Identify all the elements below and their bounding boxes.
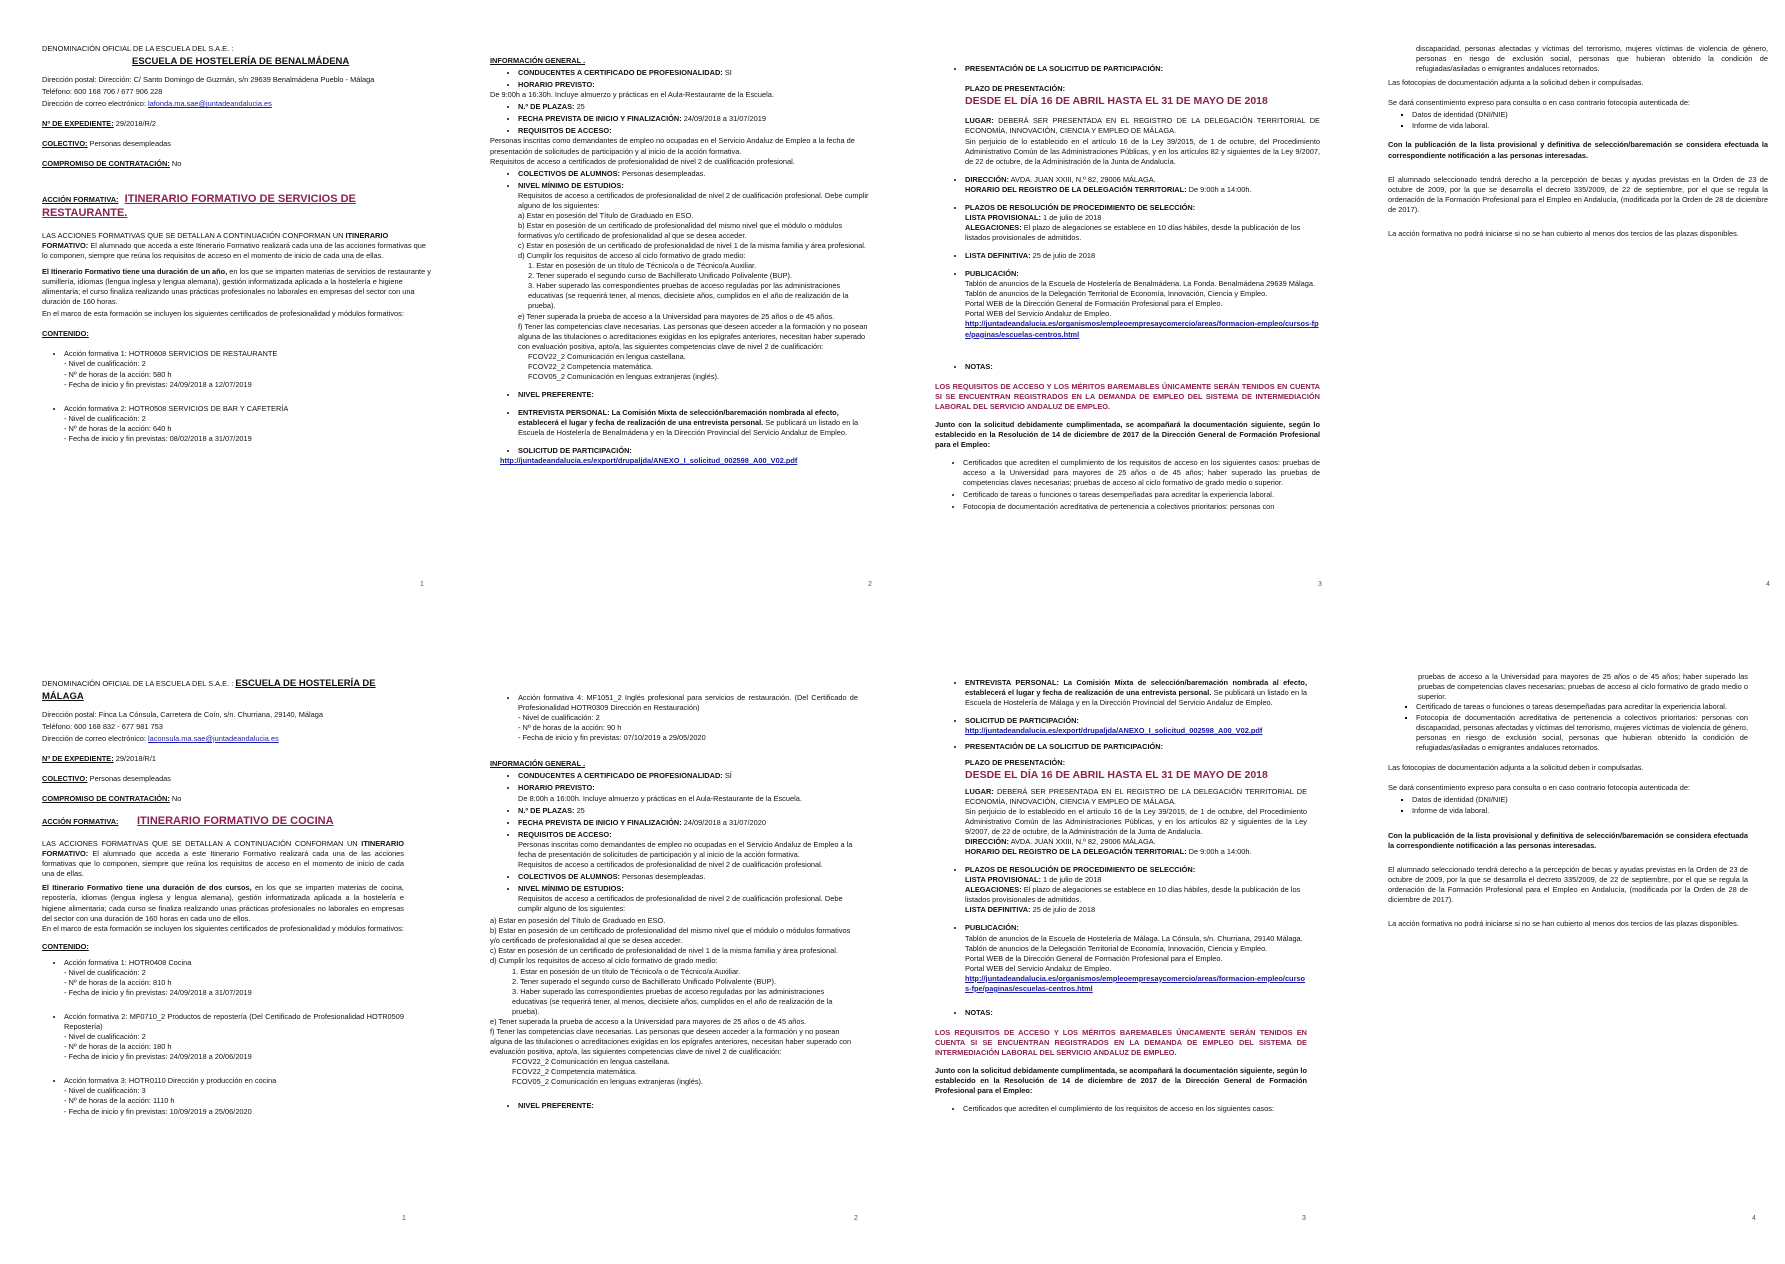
nivel-c: c) Estar en posesión de un certificado de profesionalidad de nivel 1 de la misma familia y área profesional. [518, 241, 866, 251]
nivel-c: c) Estar en posesión de un certificado de profesionalidad de nivel 1 de la misma familia y área profesional. [490, 946, 838, 956]
publicacion-4: Portal WEB del Servicio Andaluz de Empleo. [965, 963, 1112, 973]
expediente-label: Nº DE EXPEDIENTE: [42, 754, 114, 763]
accion-item-fecha: - Fecha de inicio y fin previstas: 24/09/2018 a 31/07/2019 [64, 987, 252, 997]
notas-label: NOTAS: [965, 361, 993, 371]
intro-text-2: El alumnado que acceda a este Itinerario Formativo realizará cada una de las acciones formativas que lo componen, siempre que reúna los requisitos de acceso en el momento de inicio de cada una de ellas. [42, 849, 404, 879]
page-number: 4 [1752, 1215, 1756, 1222]
publicacion-label: PUBLICACIÓN: [965, 269, 1019, 279]
nivel-d1: 1. Estar en posesión de un título de Técnico/a o de Técnico/a Auxiliar. [528, 261, 757, 271]
documento-item: • Certificados que acrediten el cumplimiento de los requisitos de acceso en los siguientes casos: pruebas de acceso a la Universidad para mayores de 25 años o de 45 años; haber superado las pruebas de competencias claves necesarias; pruebas de acceso al ciclo formativo de grado medio o superior. [963, 458, 1320, 488]
accion-label: ACCIÓN FORMATIVA: [42, 817, 119, 827]
plazos-label: PLAZOS DE RESOLUCIÓN DE PROCEDIMIENTO DE SELECCIÓN: [965, 202, 1196, 212]
accion-title: ITINERARIO FORMATIVO DE COCINA [136, 815, 334, 828]
requisitos-label: REQUISITOS DE ACCESO: [518, 126, 612, 136]
entrevista-text: Se publicará un listado en la Escuela de Hostelería de Benalmádena y en la Dirección Provincial del Servicio Andaluz de Empleo. [518, 418, 859, 438]
plazos-label: PLAZOS DE RESOLUCIÓN DE PROCEDIMIENTO DE SELECCIÓN: [965, 865, 1196, 875]
page-5 [42, 678, 404, 1119]
expediente-value: 29/2018/R/1 [115, 754, 157, 763]
email-label: Dirección de correo electrónico: [42, 99, 146, 109]
lugar-label: LUGAR: [965, 786, 994, 796]
nivel-f: f) Tener las competencias clave necesarias. Las personas que deseen acceder a la formación y no posean alguna de las titulaciones o acreditaciones exigidas en los epígrafes anteriores, necesitan haber superado con evaluación positiva, apto/a, las siguientes competencias clave de nivel 2 de cualificación: [518, 321, 868, 351]
continuacion-text: discapacidad, personas afectadas y víctimas del terrorismo, mujeres víctimas de violencia de género, personas en riesgo de exclusión social, personas que hubieran obtenido la condición de refugiadas/asiladas o emigrantes andaluces retornados. [1416, 44, 1768, 74]
compromiso-value: No [171, 794, 182, 804]
accion-item-horas: - Nº de horas de la acción: 640 h [64, 423, 172, 433]
provisional-value: 1 de julio de 2018 [1043, 212, 1102, 222]
presentacion-label: PRESENTACIÓN DE LA SOLICITUD DE PARTICIPACIÓN: [965, 742, 1164, 752]
intro-text-2: El alumnado que acceda a este Itinerario Formativo realizará cada una de las acciones formativas que lo componen, siempre que reúna los requisitos de acceso en el momento de inicio de cada una de ellas. [42, 240, 426, 260]
definitiva-label: LISTA DEFINITIVA: [965, 251, 1031, 261]
colectivo-value: Personas desempleadas [89, 774, 171, 784]
accion-item-nivel: - Nivel de cualificación: 2 [64, 967, 146, 977]
colectivos-label: COLECTIVOS DE ALUMNOS: [518, 168, 620, 178]
publicacion-3: Portal WEB de la Dirección General de Formación Profesional para el Empleo. [965, 953, 1223, 963]
page-2 [490, 56, 875, 468]
publicacion-notice: Con la publicación de la lista provisional y definitiva de selección/baremación se considera efectuada la correspondiente notificación a las personas interesadas. [1388, 140, 1768, 160]
nivel-d3: 3. Haber superado las correspondientes pruebas de acceso reguladas por las administraciones educativas (se requerirá tener, al menos, diecisiete años, cumplidos en el año de realización de la prueba). [512, 986, 833, 1016]
nivel-d2: 2. Tener superado el segundo curso de Bachillerato Unificado Polivalente (BUP). [512, 976, 777, 986]
nivel-a: a) Estar en posesión del Título de Graduado en ESO. [490, 916, 666, 926]
nivel-d2: 2. Tener superado el segundo curso de Bachillerato Unificado Polivalente (BUP). [528, 271, 793, 281]
conducentes-value: SÍ [724, 771, 732, 781]
alegaciones-label: ALEGACIONES: [965, 885, 1022, 895]
continuacion-text: pruebas de acceso a la Universidad para mayores de 25 años o de 45 años; haber superado las pruebas de competencias claves necesarias; pruebas de acceso al ciclo formativo de grado medio o superior. [1418, 672, 1748, 702]
compromiso-value: No [171, 159, 182, 169]
nivel-d: d) Cumplir los requisitos de acceso al ciclo formativo de grado medio: [490, 956, 718, 966]
page-7 [935, 678, 1307, 1116]
info-general-label: INFORMACIÓN GENERAL . [490, 56, 586, 65]
accion-item [64, 349, 432, 389]
fotocopias-text: Las fotocopias de documentación adjunta a la solicitud deben ir compulsadas. [1388, 762, 1644, 772]
notas-text: LOS REQUISITOS DE ACCESO Y LOS MÉRITOS BAREMABLES ÚNICAMENTE SERÁN TENIDOS EN CUENTA SI SE ENCUENTRAN REGISTRADOS EN LA DEMANDA DE EMPLEO DEL SISTEMA DE INTERMEDIACIÓN LABORAL DEL SERVICIO ANDALUZ DE EMPLEO. [935, 381, 1320, 411]
documento-item: • Certificados que acrediten el cumplimiento de los requisitos de acceso en los siguientes casos: [963, 1104, 1307, 1114]
definitiva-value: 25 de julio de 2018 [1032, 905, 1096, 915]
horario-registro-label: HORARIO DEL REGISTRO DE LA DELEGACIÓN TERRITORIAL: [965, 847, 1187, 857]
marco-text: En el marco de esta formación se incluyen los siguientes certificados de profesionalidad y módulos formativos: [42, 309, 404, 319]
intro-bold: ITINERARIO FORMATIVO: [42, 839, 404, 859]
consentimiento-text: Se dará consentimiento expreso para consulta o en caso contrario fotocopia autenticada de: [1388, 98, 1690, 108]
requisitos-text: Personas inscritas como demandantes de empleo no ocupadas en el Servicio Andaluz de Empleo a la fecha de presentación de solicitudes de participación y al inicio de la acción formativa. [518, 839, 853, 859]
accion-item-title: • Acción formativa 3: HOTR0110 Dirección y producción en cocina [64, 1076, 277, 1086]
duracion-bold: El Itinerario Formativo tiene una duración de dos cursos, [42, 883, 252, 893]
provisional-label: LISTA PROVISIONAL: [965, 212, 1041, 222]
requisitos-text-2: Requisitos de acceso a certificados de profesionalidad de nivel 2 de cualificación profesional. [490, 156, 795, 166]
entrevista-text: Se publicará un listado en la Escuela de Hostelería de Málaga y en la Dirección Provincial del Servicio Andaluz de Empleo. [965, 688, 1307, 708]
accion-item-title: • Acción formativa 1: HOTR0408 Cocina [64, 957, 192, 967]
compromiso-label: COMPROMISO DE CONTRATACIÓN: [42, 159, 170, 169]
lugar-label: LUGAR: [965, 116, 994, 126]
fecha-value: 24/09/2018 a 31/07/2020 [683, 817, 766, 827]
plazo-label: PLAZO DE PRESENTACIÓN: [965, 758, 1066, 768]
page-number: 2 [854, 1215, 858, 1222]
colectivos-value: Personas desempleadas. [622, 168, 706, 178]
publicacion-2: Tablón de anuncios de la Delegación Territorial de Economía, Innovación, Ciencia y Empleo. [965, 289, 1268, 299]
provisional-value: 1 de julio de 2018 [1043, 875, 1102, 885]
entrevista-bold: ENTREVISTA PERSONAL: La Comisión Mixta de selección/baremación nombrada al efecto, establecerá el lugar y fecha de realización de una entrevista personal. [965, 678, 1307, 698]
school-name: ESCUELA DE HOSTELERÍA DE MÁLAGA [42, 678, 376, 702]
perjuicio-text: Sin perjuicio de lo establecido en el artículo 16 de la Ley 39/2015, de 1 de octubre, del Procedimiento Administrativo Común de las Administraciones Públicas, y en los artículos 82 y siguientes de la Ley 9/2007, de 22 de octubre, de la Administración de la Junta de Andalucía. [965, 136, 1320, 166]
nivel-b: b) Estar en posesión de un certificado de profesionalidad del mismo nivel que el módulo o módulos formativos y/o certificado de profesionalidad al que se desea acceder. [490, 926, 851, 946]
plazo-label: PLAZO DE PRESENTACIÓN: [965, 84, 1066, 94]
junto-text: Junto con la solicitud debidamente cumplimentada, se acompañará la documentación siguiente, según lo establecido en la Resolución de 14 de diciembre de 2017 de la Dirección General de Formación Profesional para el Empleo: [935, 419, 1320, 449]
page-4 [1388, 44, 1768, 241]
page-number: 3 [1318, 581, 1322, 588]
fecha-label: FECHA PREVISTA DE INICIO Y FINALIZACIÓN: [518, 114, 682, 124]
info-general-label: INFORMACIÓN GENERAL . [490, 759, 586, 769]
accion-item-title: • Acción formativa 2: MF0710_2 Productos de repostería (Del Certificado de Profesionalidad HOTR0509 Repostería) [64, 1012, 404, 1032]
conducentes-value: SI [724, 68, 732, 78]
accion-item-horas: - Nº de horas de la acción: 1110 h [64, 1096, 175, 1106]
fecha-label: FECHA PREVISTA DE INICIO Y FINALIZACIÓN: [518, 817, 682, 827]
fotocopias-text: Las fotocopias de documentación adjunta a la solicitud deben ir compulsadas. [1388, 78, 1644, 88]
page-number: 1 [402, 1215, 406, 1222]
definitiva-value: 25 de julio de 2018 [1032, 251, 1096, 261]
junto-text: Junto con la solicitud debidamente cumplimentada, se acompañará la documentación siguiente, según lo establecido en la Resolución de 14 de diciembre de 2017 de la Dirección General de Formación Profesional para el Empleo: [935, 1066, 1307, 1096]
accion-item-nivel: - Nivel de cualificación: 2 [64, 1032, 146, 1042]
accion-item-nivel: - Nivel de cualificación: 2 [518, 713, 600, 723]
horario-registro-value: De 9:00h a 14:00h. [1188, 184, 1252, 194]
plazas-label: N.º DE PLAZAS: [518, 805, 575, 815]
solicitud-label: SOLICITUD DE PARTICIPACIÓN: [518, 446, 632, 456]
plazo-value: DESDE EL DÍA 16 DE ABRIL HASTA EL 31 DE MAYO DE 2018 [965, 95, 1268, 108]
nivel-a: a) Estar en posesión del Título de Graduado en ESO. [518, 210, 694, 220]
horario-value: De 9:00h a 16:30h. Incluye almuerzo y prácticas en el Aula-Restaurante de la Escuela. [490, 90, 774, 100]
solicitud-link[interactable]: http://juntadeandalucia.es/export/drupaljda/ANEXO_I_solicitud_002598_A00_V02.pdf [965, 726, 1263, 736]
phone: Teléfono: 600 168 832 - 677 981 753 [42, 721, 163, 731]
page-number: 2 [868, 581, 872, 588]
accion-item-fecha: - Fecha de inicio y fin previstas: 24/09/2018 a 12/07/2019 [64, 379, 252, 389]
phone: Teléfono: 600 168 706 / 677 906 228 [42, 87, 163, 97]
becas-text: El alumnado seleccionado tendrá derecho a la percepción de becas y ayudas previstas en la Orden de 23 de octubre de 2009, por la que se desarrolla el decreto 335/2009, de 22 de septiembre, por el que se regula la ordenación de la Formación Profesional para el Empleo en Andalucía, (modificada por la Orden de 28 de diciembre de 2017). [1388, 174, 1768, 214]
publicacion-4: Portal WEB del Servicio Andaluz de Empleo. [965, 309, 1112, 319]
nivel-b: b) Estar en posesión de un certificado de profesionalidad del mismo nivel que el módulo o módulos formativos y/o certificado de profesionalidad al que se desea acceder. [518, 220, 843, 240]
accion-item [64, 1076, 404, 1116]
consentimiento-text: Se dará consentimiento expreso para consulta o en caso contrario fotocopia autenticada de: [1388, 782, 1690, 792]
notas-text: LOS REQUISITOS DE ACCESO Y LOS MÉRITOS BAREMABLES ÚNICAMENTE SERÁN TENIDOS EN CUENTA SI SE ENCUENTRAN REGISTRADOS EN LA DEMANDA DE EMPLEO DEL SISTEMA DE INTERMEDIACIÓN LABORAL DEL SERVICIO ANDALUZ DE EMPLEO. [935, 1027, 1307, 1058]
competencia-3: FCOV05_2 Comunicación en lenguas extranjeras (inglés). [528, 371, 720, 381]
nivel-d1: 1. Estar en posesión de un título de Técnico/a o de Técnico/a Auxiliar. [512, 966, 741, 976]
publicacion-2: Tablón de anuncios de la Delegación Territorial de Economía, Innovación, Ciencia y Empleo. [965, 943, 1268, 953]
horario-registro-value: De 9:00h a 14:00h. [1188, 847, 1252, 857]
nivel-label: NIVEL MÍNIMO DE ESTUDIOS: [518, 180, 624, 190]
horario-value: De 8:00h a 16:00h. Incluye almuerzo y prácticas en el Aula-Restaurante de la Escuela. [518, 793, 802, 803]
denominacion-label: DENOMINACIÓN OFICIAL DE LA ESCUELA DEL S.A.E. : [42, 44, 234, 53]
colectivo-label: COLECTIVO: [42, 139, 88, 149]
denominacion-label: DENOMINACIÓN OFICIAL DE LA ESCUELA DEL S.A.E. : [42, 679, 234, 688]
fecha-value: 24/09/2018 a 31/07/2019 [683, 114, 766, 124]
expediente-value: 29/2018/R/2 [115, 119, 157, 129]
alegaciones-value: El plazo de alegaciones se establece en 10 días hábiles, desde la publicación de los listados provisionales de admitidos. [965, 885, 1301, 905]
direccion-label: DIRECCIÓN: [965, 174, 1009, 184]
publicacion-link[interactable]: http://juntadeandalucia.es/organismos/empleoempresaycomercio/areas/formacion-empleo/cursos-fpe/paginas/escuelas-centros.html [965, 319, 1319, 339]
nivel-e: e) Tener superada la prueba de acceso a la Universidad para mayores de 25 años o de 45 años. [490, 1016, 807, 1026]
postal-address: Dirección postal: Dirección: C/ Santo Domingo de Guzmán, s/n 29639 Benalmádena Pueblo - Málaga [42, 74, 375, 84]
colectivo-value: Personas desempleadas [89, 139, 171, 149]
publicacion-link[interactable]: http://juntadeandalucia.es/organismos/empleoempresaycomercio/areas/formacion-empleo/cursos-fpe/paginas/escuelas-centros.html [965, 973, 1306, 993]
publicacion-1: Tablón de anuncios de la Escuela de Hostelería de Málaga. La Cónsula, s/n. Churriana, 29140 Málaga. [965, 933, 1303, 943]
publicacion-label: PUBLICACIÓN: [965, 923, 1019, 933]
provisional-label: LISTA PROVISIONAL: [965, 875, 1041, 885]
dni-item: ▪ Datos de identidad (DNI/NIE) [1412, 795, 1748, 805]
nivel-e: e) Tener superada la prueba de acceso a la Universidad para mayores de 25 años o de 45 años. [518, 311, 835, 321]
horario-label: HORARIO PREVISTO: [518, 80, 595, 90]
horario-label: HORARIO PREVISTO: [518, 783, 595, 793]
accion-item-nivel: - Nivel de cualificación: 3 [64, 1086, 146, 1096]
page-number: 1 [420, 581, 424, 588]
plazas-label: N.º DE PLAZAS: [518, 102, 575, 112]
accion-title: ITINERARIO FORMATIVO DE SERVICIOS DE RESTAURANTE. [42, 193, 356, 220]
page-number: 4 [1766, 581, 1770, 588]
accion-item-title: • Acción formativa 2: HOTR0508 SERVICIOS DE BAR Y CAFETERÍA [64, 403, 289, 413]
entrevista-bold: ENTREVISTA PERSONAL: La Comisión Mixta de selección/baremación nombrada al efecto, establecerá el lugar y fecha de realización de una entrevista personal. [518, 408, 839, 428]
accion-item-nivel: - Nivel de cualificación: 2 [64, 359, 146, 369]
requisitos-label: REQUISITOS DE ACCESO: [518, 829, 612, 839]
plazas-value: 25 [576, 805, 585, 815]
email-link[interactable]: lafonda.ma.sae@juntadeandalucia.es [148, 99, 272, 109]
accion-item-horas: - Nº de horas de la acción: 180 h [64, 1042, 172, 1052]
nivel-intro: Requisitos de acceso a certificados de profesionalidad de nivel 2 de cualificación profesional. Debe cumplir alguno de los siguientes: [518, 190, 869, 210]
colectivo-label: COLECTIVO: [42, 774, 88, 784]
intro-bold: ITINERARIO FORMATIVO: [42, 230, 389, 250]
vida-laboral-item: ▪ Informe de vida laboral. [1412, 806, 1748, 816]
accion-item-fecha: - Fecha de inicio y fin previstas: 07/10/2019 a 29/05/2020 [518, 733, 706, 743]
nivel-f: f) Tener las competencias clave necesarias. Las personas que deseen acceder a la formación y no posean alguna de las titulaciones o acreditaciones exigidas en los epígrafes anteriores, necesitan haber superado con evaluación positiva, apto/a, las siguientes competencias clave de nivel 2 de cualificación: [490, 1026, 852, 1056]
duracion-text: en los que se imparten materias de cocina, repostería, idiomas (lengua inglesa y lengua alemana), gestión informatizada aplicada a la hostelería e higiene alimentaria; cada curso se finaliza realizando unas prácticas profesionales no laborales en empresas del sector con una duración de 160 horas en cada uno de ellos. [42, 883, 404, 923]
email-link[interactable]: laconsula.ma.sae@juntadeandalucia.es [148, 733, 279, 743]
requisitos-text: Personas inscritas como demandantes de empleo no ocupadas en el Servicio Andaluz de Empleo a la fecha de presentación de solicitudes de participación y al inicio de la acción formativa. [490, 136, 855, 156]
publicacion-3: Portal WEB de la Dirección General de Formación Profesional para el Empleo. [965, 299, 1223, 309]
solicitud-label: SOLICITUD DE PARTICIPACIÓN: [965, 716, 1079, 726]
intro-text: LAS ACCIONES FORMATIVAS QUE SE DETALLAN A CONTINUACIÓN CONFORMAN UN [42, 839, 358, 849]
accion-item-horas: - Nº de horas de la acción: 810 h [64, 977, 172, 987]
documento-item: ▪ Certificado de tareas o funciones o tareas desempeñadas para acreditar la experiencia laboral. [1416, 702, 1748, 712]
publicacion-1: Tablón de anuncios de la Escuela de Hostelería de Benalmádena. La Fonda. Benalmádena 29639 Málaga. [965, 279, 1316, 289]
competencia-3: FCOV05_2 Comunicación en lenguas extranjeras (inglés). [512, 1077, 704, 1087]
documento-item: ▪ Fotocopia de documentación acreditativa de pertenencia a colectivos prioritarios: personas con discapacidad, personas afectadas y víctimas del terrorismo, mujeres víctimas de violencia de género, personas en riesgo de exclusión social, personas que hubieran obtenido la condición de refugiadas/asiladas o emigrantes andaluces retornados. [1416, 713, 1748, 753]
email-label: Dirección de correo electrónico: [42, 733, 146, 743]
page-8 [1388, 672, 1748, 931]
colectivos-value: Personas desempleadas. [622, 871, 706, 881]
school-name: ESCUELA DE HOSTELERÍA DE BENALMÁDENA [132, 56, 350, 68]
nivel-intro: Requisitos de acceso a certificados de profesionalidad de nivel 2 de cualificación profesional. Debe cumplir alguno de los siguientes: [518, 894, 843, 914]
accion-item-fecha: - Fecha de inicio y fin previstas: 24/09/2018 a 20/06/2019 [64, 1052, 252, 1062]
accion-item-nivel: - Nivel de cualificación: 2 [64, 413, 146, 423]
direccion-value: AVDA. JUAN XXIII, N.º 82, 29006 MÁLAGA. [1010, 837, 1156, 847]
alegaciones-label: ALEGACIONES: [965, 222, 1022, 232]
accion-item [518, 693, 858, 743]
accion-item [64, 1012, 404, 1062]
nivel-label: NIVEL MÍNIMO DE ESTUDIOS: [518, 884, 624, 893]
conducentes-label: CONDUCENTES A CERTIFICADO DE PROFESIONALIDAD: [518, 68, 723, 78]
lugar-value: DEBERÁ SER PRESENTADA EN EL REGISTRO DE LA DELEGACIÓN TERRITORIAL DE ECONOMÍA, INNOVACIÓN, CIENCIA Y EMPLEO DE MÁLAGA. [965, 116, 1320, 136]
colectivos-label: COLECTIVOS DE ALUMNOS: [518, 871, 620, 881]
contenido-label: CONTENIDO: [42, 329, 89, 339]
preferente-label: NIVEL PREFERENTE: [518, 1101, 594, 1111]
accion-item-title: • Acción formativa 1: HOTR0608 SERVICIOS DE RESTAURANTE [64, 349, 278, 359]
publicacion-notice: Con la publicación de la lista provisional y definitiva de selección/baremación se considera efectuada la correspondiente notificación a las personas interesadas. [1388, 830, 1748, 850]
lugar-value: DEBERÁ SER PRESENTADA EN EL REGISTRO DE LA DELEGACIÓN TERRITORIAL DE ECONOMÍA, INNOVACIÓN, CIENCIA Y EMPLEO DE MÁLAGA. [965, 786, 1307, 806]
competencia-1: FCOV22_2 Comunicación en lengua castellana. [528, 351, 686, 361]
accion-label: ACCIÓN FORMATIVA: [42, 195, 119, 205]
postal-address: Dirección postal: Finca La Cónsula, Carretera de Coín, s/n. Churriana, 29140, Málaga [42, 709, 323, 719]
page-number: 3 [1302, 1215, 1306, 1222]
accion-item [64, 404, 432, 444]
accion-item-title: • Acción formativa 4: MF1051_2 Inglés profesional para servicios de restauración. (Del Certificado de Profesionalidad HOTR0309 Dirección en Restauración) [518, 693, 858, 713]
becas-text: El alumnado seleccionado tendrá derecho a la percepción de becas y ayudas previstas en la Orden de 23 de octubre de 2009, por la que se desarrolla el decreto 335/2009, de 22 de septiembre, por el que se regula la ordenación de la Formación Profesional para el Empleo en Andalucía, (modificada por la Orden de 28 de diciembre de 2017). [1388, 864, 1748, 905]
iniciarse-text: La acción formativa no podrá iniciarse si no se han cubierto al menos dos tercios de las plazas disponibles. [1388, 919, 1739, 929]
documento-item: • Certificado de tareas o funciones o tareas desempeñadas para acreditar la experiencia laboral. [963, 490, 1320, 500]
dni-item: ▪ Datos de identidad (DNI/NIE) [1412, 110, 1768, 120]
page-3 [935, 64, 1320, 514]
plazas-value: 25 [576, 102, 585, 112]
marco-text: En el marco de esta formación se incluyen los siguientes certificados de profesionalidad y módulos formativos: [42, 923, 404, 933]
accion-item-fecha: - Fecha de inicio y fin previstas: 08/02/2018 a 31/07/2019 [64, 433, 252, 443]
requisitos-text-2: Requisitos de acceso a certificados de profesionalidad de nivel 2 de cualificación profesional. [518, 859, 823, 869]
intro-text: LAS ACCIONES FORMATIVAS QUE SE DETALLAN A CONTINUACIÓN CONFORMAN UN [42, 230, 344, 240]
accion-item [64, 958, 404, 998]
compromiso-label: COMPROMISO DE CONTRATACIÓN: [42, 794, 170, 804]
accion-item-fecha: - Fecha de inicio y fin previstas: 10/09/2019 a 25/06/2020 [64, 1106, 252, 1116]
page-1 [42, 44, 432, 446]
accion-item-horas: - Nº de horas de la acción: 580 h [64, 369, 172, 379]
contenido-label: CONTENIDO: [42, 941, 89, 951]
vida-laboral-item: ▪ Informe de vida laboral. [1412, 121, 1768, 131]
nivel-d3: 3. Haber superado las correspondientes pruebas de acceso reguladas por las administraciones educativas (se requerirá tener, al menos, diecisiete años, cumplidos en el año de realización de la prueba). [528, 281, 849, 311]
horario-registro-label: HORARIO DEL REGISTRO DE LA DELEGACIÓN TERRITORIAL: [965, 184, 1187, 194]
conducentes-label: CONDUCENTES A CERTIFICADO DE PROFESIONALIDAD: [518, 771, 723, 781]
alegaciones-value: El plazo de alegaciones se establece en 10 días hábiles, desde la publicación de los listados provisionales de admitidos. [965, 222, 1301, 243]
competencia-2: FCOV22_2 Competencia matemática. [528, 361, 653, 371]
accion-item-horas: - Nº de horas de la acción: 90 h [518, 723, 622, 733]
presentacion-label: PRESENTACIÓN DE LA SOLICITUD DE PARTICIPACIÓN: [965, 64, 1164, 73]
iniciarse-text: La acción formativa no podrá iniciarse si no se han cubierto al menos dos tercios de las plazas disponibles. [1388, 228, 1739, 238]
direccion-value: AVDA. JUAN XXIII, N.º 82, 29006 MÁLAGA. [1010, 174, 1156, 184]
competencia-1: FCOV22_2 Comunicación en lengua castellana. [512, 1057, 670, 1067]
notas-label: NOTAS: [965, 1007, 993, 1017]
page-6 [490, 693, 858, 1113]
duracion-text: en los que se imparten materias de servicios de restaurante y sumillería, idiomas (lengua inglesa y lengua alemana), gestión informatizada aplicada a la hostelería e higiene alimentaria; el curso finaliza realizando unas prácticas profesionales no laborales en empresas del sector con una duración de 160 horas. [42, 267, 431, 307]
documento-item: • Fotocopia de documentación acreditativa de pertenencia a colectivos prioritarios: personas con [963, 502, 1320, 512]
duracion-bold: El Itinerario Formativo tiene una duración de un año, [42, 267, 228, 277]
preferente-label: NIVEL PREFERENTE: [518, 389, 594, 399]
definitiva-label: LISTA DEFINITIVA: [965, 905, 1031, 915]
competencia-2: FCOV22_2 Competencia matemática. [512, 1067, 637, 1077]
perjuicio-text: Sin perjuicio de lo establecido en el artículo 16 de la Ley 39/2015, de 1 de octubre, del Procedimiento Administrativo Común de las Administraciones Públicas, y en los artículos 82 y siguientes de la Ley 9/2007, de 22 de octubre, de la Administración de la Junta de Andalucía. [965, 806, 1307, 836]
solicitud-link[interactable]: http://juntadeandalucia.es/export/drupaljda/ANEXO_I_solicitud_002598_A00_V02.pdf [500, 456, 798, 466]
expediente-label: Nº DE EXPEDIENTE: [42, 119, 114, 129]
nivel-d: d) Cumplir los requisitos de acceso al ciclo formativo de grado medio: [518, 251, 746, 261]
direccion-label: DIRECCIÓN: [965, 837, 1009, 847]
plazo-value: DESDE EL DÍA 16 DE ABRIL HASTA EL 31 DE MAYO DE 2018 [965, 769, 1268, 782]
